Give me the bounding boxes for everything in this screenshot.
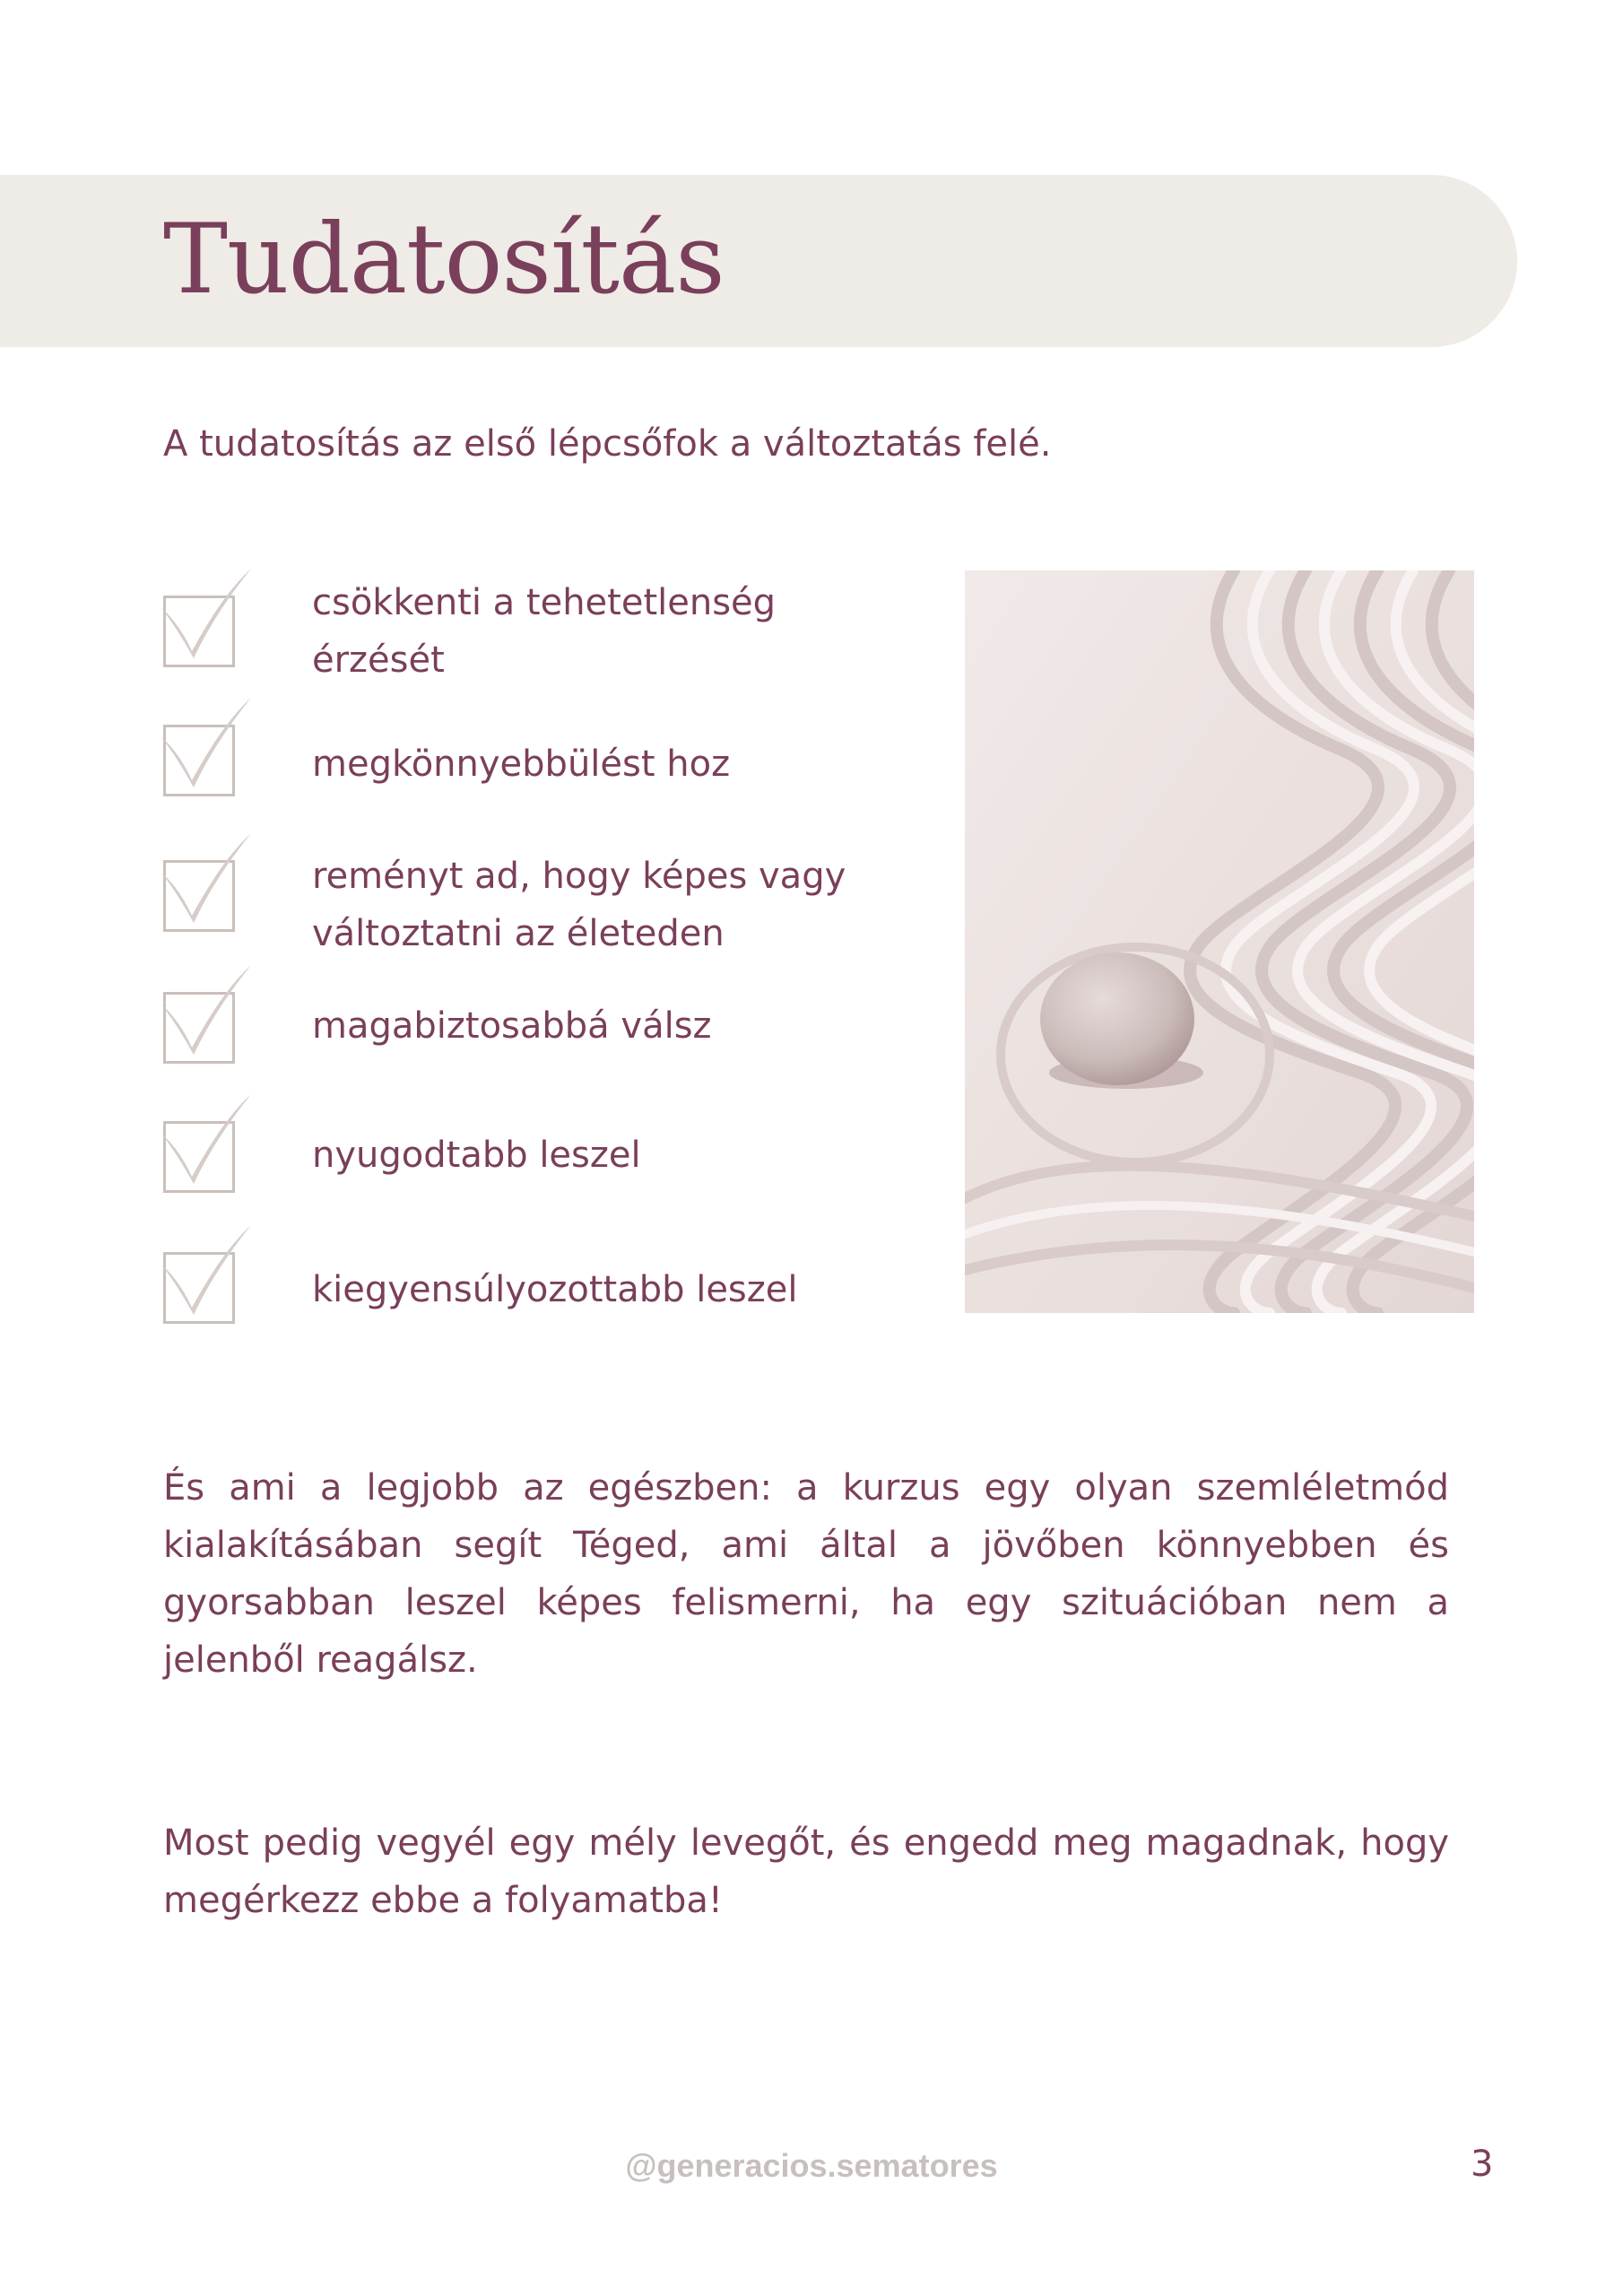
page-title: Tudatosítás <box>163 204 725 316</box>
benefit-text-line: csökkenti a tehetetlenség <box>312 582 777 623</box>
benefit-text-line: kiegyensúlyozottabb leszel <box>312 1269 798 1310</box>
benefit-text-line: érzését <box>312 639 445 681</box>
benefit-text <box>312 997 940 1055</box>
checkmark-icon <box>158 1222 256 1320</box>
checkmark-icon <box>158 830 256 928</box>
benefit-text-line: nyugodtabb leszel <box>312 1135 641 1176</box>
benefit-text <box>312 1261 940 1318</box>
zen-sand-illustration <box>965 570 1474 1313</box>
benefit-text-line: megkönnyebbülést hoz <box>312 744 731 785</box>
benefit-text-line: reményt ad, hogy képes vagy <box>312 856 846 897</box>
paragraph-closing: Most pedig vegyél egy mély levegőt, és engedd meg magadnak, hogy megérkezz ebbe a folyamatba! <box>163 1822 1449 1921</box>
intro-text: A tudatosítás az első lépcsőfok a változtatás felé. <box>163 423 1052 465</box>
benefit-text <box>312 848 940 962</box>
benefit-text-line: változtatni az életeden <box>312 913 725 954</box>
checkmark-icon <box>158 1091 256 1189</box>
checkmark-icon <box>158 961 256 1060</box>
footer-handle: @generacios.sematores <box>625 2147 998 2184</box>
checkmark-icon <box>158 565 256 664</box>
page-number: 3 <box>1471 2144 1494 2185</box>
checkmark-icon <box>158 694 256 793</box>
benefit-text <box>312 735 940 793</box>
benefit-text <box>312 574 940 689</box>
benefit-text-line: magabiztosabbá válsz <box>312 1005 712 1047</box>
benefit-text <box>312 1126 940 1184</box>
zen-sand-stone-image <box>965 570 1474 1313</box>
paragraph-course-benefit: És ami a legjobb az egészben: a kurzus egy olyan szemléletmód kialakításában segít Téged, ami által a jövőben könnyebben és gyorsabban leszel képes felismerni, ha egy szituációban nem a jelenből reagálsz. <box>163 1467 1449 1681</box>
